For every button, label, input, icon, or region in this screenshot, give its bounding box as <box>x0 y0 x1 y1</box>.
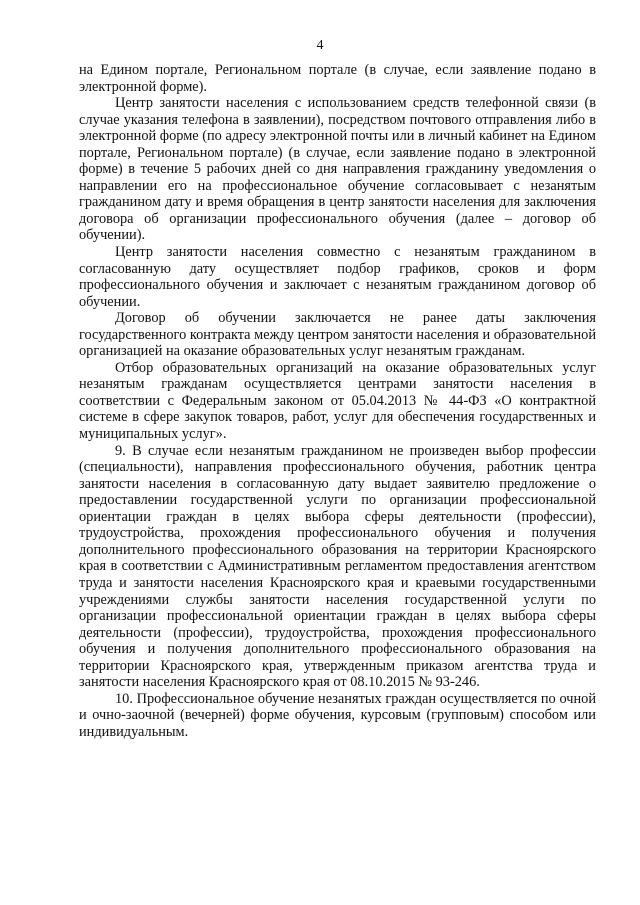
paragraph-training-selection: Центр занятости населения совместно с незанятым гражданином в согласованную дату осуществляет подбор графиков, сроков и форм профессионального обучения и заключает с незанятым гражданином договор об обучении. <box>79 244 596 310</box>
paragraph-item-10: 10. Профессиональное обучение незанятых граждан осуществляется по очной и очно-заочной (вечерней) форме обучения, курсовым (групповым) способом или индивидуальным. <box>79 690 596 740</box>
document-body <box>79 62 596 740</box>
paragraph-contract-date: Договор об обучении заключается не ранее даты заключения государственного контракта между центром занятости населения и образовательной организацией на оказание образовательных услуг незанятым гражданам. <box>79 310 596 360</box>
paragraph-continuation: на Едином портале, Региональном портале (в случае, если заявление подано в электронной форме). <box>79 62 596 95</box>
paragraph-employment-center-notification: Центр занятости населения с использованием средств телефонной связи (в случае указания телефона в заявлении), посредством почтового отправления либо в электронной форме (по адресу электронной почты или в личный кабинет на Едином портале, Региональном портале) (в случае, если заявление подано в электронной форме) в течение 5 рабочих дней со дня направления гражданину уведомления о направлении его на профессиональное обучение согласовывает с незанятым гражданином дату и время обращения в центр занятости населения для заключения договора об организации профессионального обучения (далее – договор об обучении). <box>79 95 596 244</box>
paragraph-organization-selection: Отбор образовательных организаций на оказание образовательных услуг незанятым гражданам осуществляется центрами занятости населения в соответствии с Федеральным законом от 05.04.2013 № 44-ФЗ «О контрактной системе в сфере закупок товаров, работ, услуг для обеспечения государственных и муниципальных услуг». <box>79 359 596 443</box>
paragraph-item-9: 9. В случае если незанятым гражданином не произведен выбор профессии (специальности), направления профессионального обучения, работник центра занятости населения в согласованную дату выдает заявителю предложение о предоставлении государственной услуги по организации профессиональной ориентации граждан в целях выбора сферы деятельности (профессии), трудоустройства, прохождения профессионального обучения и получения дополнительного профессионального образования на территории Красноярского края в соответствии с Административным регламентом предоставления агентством труда и занятости населения Красноярского края и краевыми государственными учреждениями службы занятости населения государственной услуги по организации профессиональной ориентации граждан в целях выбора сферы деятельности (профессии), трудоустройства, прохождения профессионального обучения и получения дополнительного профессионального образования на территории Красноярского края, утвержденным приказом агентства труда и занятости населения Красноярского края от 08.10.2015 № 93-246. <box>79 442 596 691</box>
page-number: 4 <box>316 38 324 53</box>
